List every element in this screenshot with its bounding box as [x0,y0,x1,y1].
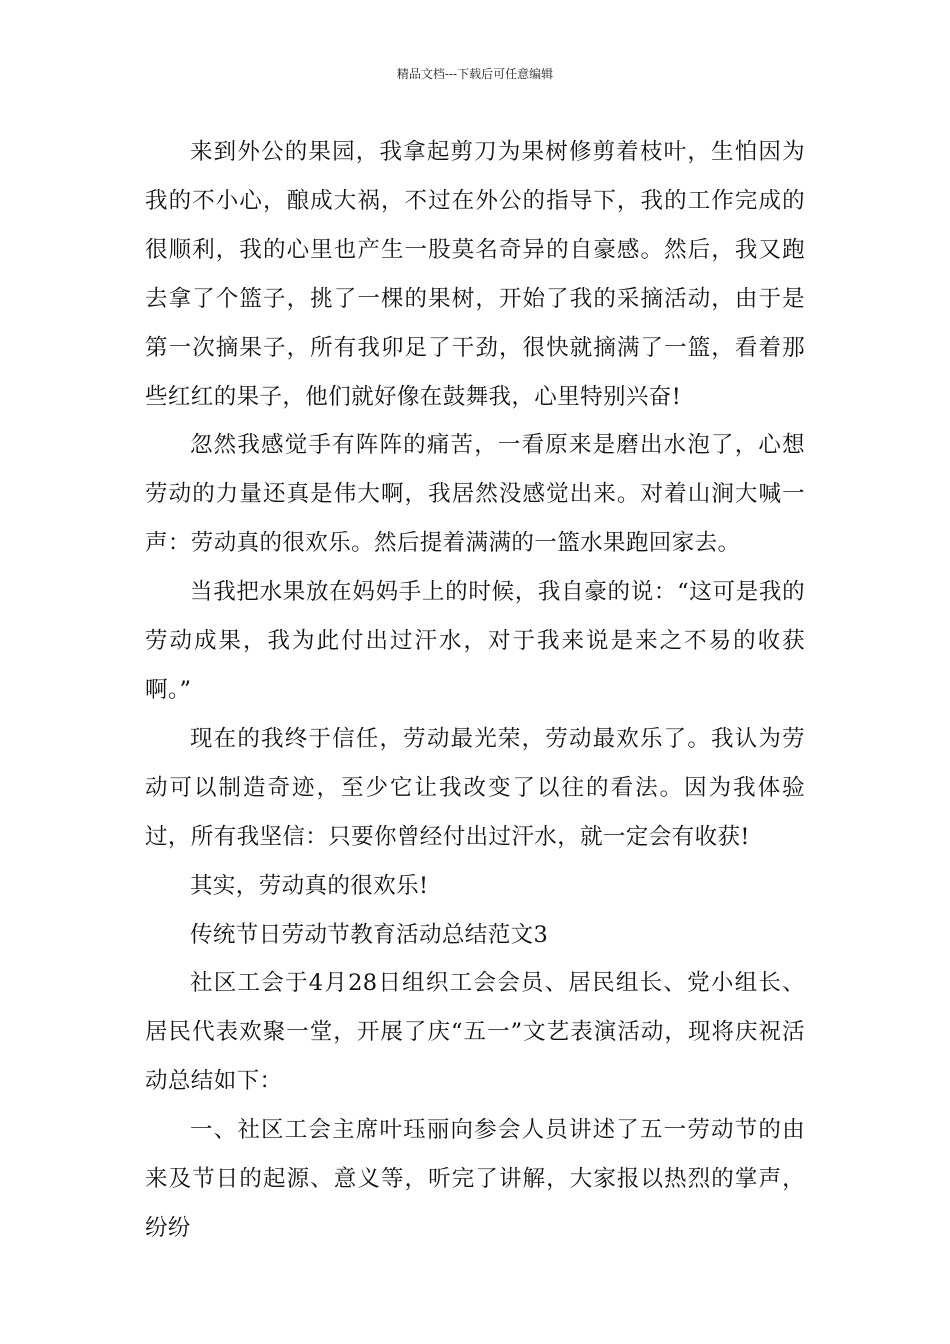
section-title: 传统节日劳动节教育活动总结范文3 [190,921,549,948]
paragraph: 现在的我终于信任，劳动最光荣，劳动最欢乐了。我认为劳动可以制造奇迹，至少它让我改变了以往的看法。因为我体验过，所有我坚信：只要你曾经付出过汗水，就一定会有收获! [145,725,805,850]
paragraph: 当我把水果放在妈妈手上的时候，我自豪的说：“这可是我的劳动成果，我为此付出过汗水，对于我来说是来之不易的收获啊。” [145,579,805,703]
paragraph: 其实，劳动真的很欢乐! [190,872,429,899]
paragraph: 来到外公的果园，我拿起剪刀为果树修剪着枝叶，生怕因为我的不小心，酿成大祸，不过在外公的指导下，我的工作完成的很顺利，我的心里也产生一股莫名奇异的自豪感。然后，我又跑去拿了个篮子，挑了一棵的果树，开始了我的采摘活动，由于是第一次摘果子，所有我卯足了干劲，很快就摘满了一篮，看着那些红红的果子，他们就好像在鼓舞我，心里特别兴奋! [145,139,805,410]
paragraph: 社区工会于4月28日组织工会会员、居民组长、党小组长、居民代表欢聚一堂，开展了庆“五一”文艺表演活动，现将庆祝活动总结如下： [145,970,805,1095]
paragraph: 一、社区工会主席叶珏丽向参会人员讲述了五一劳动节的由来及节日的起源、意义等，听完了讲解，大家报以热烈的掌声，纷纷 [145,1117,805,1241]
page-header: 精品文档---下载后可任意编辑 [396,67,554,81]
paragraph: 忽然我感觉手有阵阵的痛苦，一看原来是磨出水泡了，心想劳动的力量还真是伟大啊，我居然没感觉出来。对着山涧大喊一声：劳动真的很欢乐。然后提着满满的一篮水果跑回家去。 [145,432,805,557]
document-body [145,128,805,1253]
